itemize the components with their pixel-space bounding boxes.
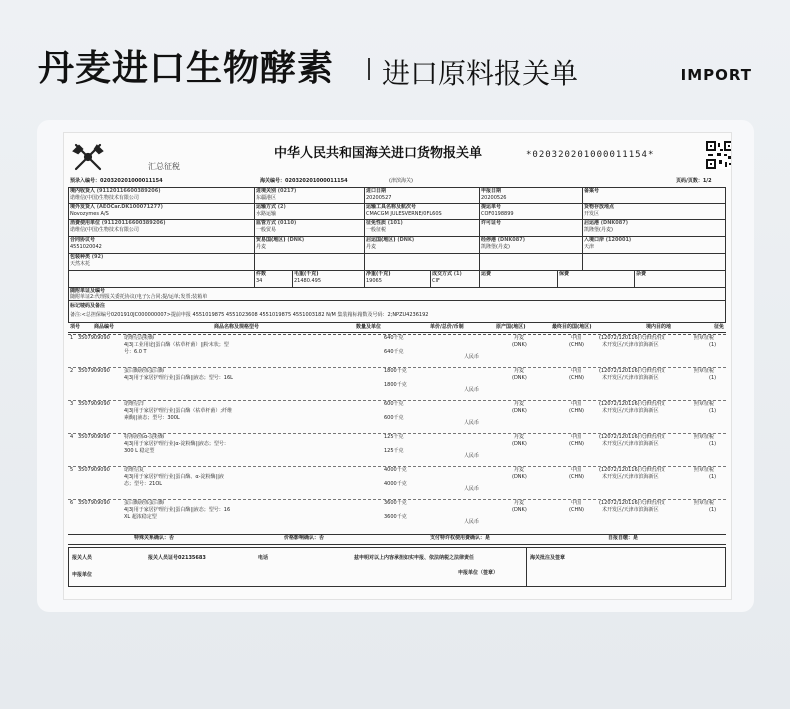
deal-code: (1) xyxy=(453,271,462,277)
item-domestic: (12072/120116)天津经济技 xyxy=(599,401,665,407)
item-name: 蛋白酶液体蛋白酶 xyxy=(124,500,165,506)
item-divider xyxy=(68,433,726,434)
item-qty-legal: 600千克 xyxy=(384,415,404,421)
item-spec-cont: 素酶||液态；型号：300L xyxy=(124,415,180,421)
consignee-label: 境内收货人 xyxy=(70,188,96,194)
vessel-label: 运输工具名称及航次号 xyxy=(366,204,417,210)
item-spec: 4|3|用于家居护理行业|蛋白酶（枯草杆菌）;纤维 xyxy=(124,408,233,414)
item-dest: 中国 xyxy=(571,500,582,506)
item-divider xyxy=(68,499,726,500)
item-spec-cont: 态；型号：21OL xyxy=(124,481,163,487)
declarant-no: 报关人员证号02135683 xyxy=(148,555,206,561)
import-tag: IMPORT xyxy=(680,66,752,84)
item-domestic: (12072/120116)天津经济技 xyxy=(599,467,665,473)
item-dest: 中国 xyxy=(571,335,582,341)
item-domestic-2: 术开发区/天津市滨海新区 xyxy=(602,375,659,381)
user-code: (91120116600389206) xyxy=(101,220,166,226)
item-qty: 125千克 xyxy=(384,434,404,440)
item-qty: 600千克 xyxy=(384,401,404,407)
item-spec-cont: 300 L 稳定型 xyxy=(124,448,155,454)
phone-label: 电话 xyxy=(258,555,269,561)
royalty-confirm: 支付特许权使用费确认：是 xyxy=(430,535,491,541)
record-label: 备案号 xyxy=(584,188,600,194)
item-dest: 中国 xyxy=(571,401,582,407)
col-origin: 原产国(地区) xyxy=(496,324,526,330)
item-levy: 照章征税 xyxy=(694,500,715,506)
item-no: 6 xyxy=(70,500,74,506)
entry-code: (120001) xyxy=(605,237,632,243)
title-divider xyxy=(368,58,370,80)
item-dest: 中国 xyxy=(571,368,582,374)
item-spec: 4|3|用于家居护理行业|蛋白酶||液态；型号：16 xyxy=(124,507,231,513)
item-levy-code: (1) xyxy=(709,375,717,381)
item-domestic-2: 术开发区/天津市滨海新区 xyxy=(602,342,659,348)
gross-label: 毛重(千克) xyxy=(294,271,319,277)
item-qty-legal: 3600千克 xyxy=(384,514,407,520)
freight-label: 运费 xyxy=(481,271,492,277)
item-origin-code: (DNK) xyxy=(512,342,527,348)
item-domestic-2: 术开发区/天津市滨海新区 xyxy=(602,408,659,414)
qr-code-icon xyxy=(706,141,732,169)
item-divider xyxy=(68,466,726,467)
barcode-text: *020320201000011154* xyxy=(526,150,655,160)
origin-name: 丹麦 xyxy=(366,244,377,250)
declare-date: 20200526 xyxy=(481,195,507,201)
item-levy-code: (1) xyxy=(709,342,717,348)
item-qty-legal: 4000千克 xyxy=(384,481,407,487)
item-code: 3507909090 xyxy=(78,335,110,341)
port-code: (DNK087) xyxy=(600,220,628,226)
item-currency: 人民币 xyxy=(464,420,480,426)
user-label: 消费使用单位 xyxy=(70,220,101,226)
trade-country-name: 丹麦 xyxy=(256,244,267,250)
item-divider xyxy=(68,367,726,368)
entry-label: 入境口岸 xyxy=(584,237,605,243)
net-label: 净重(千克) xyxy=(366,271,391,277)
shipper-label: 境外发货人 xyxy=(70,204,96,210)
item-origin-code: (DNK) xyxy=(512,375,527,381)
customs-note-label: 海关批注及签章 xyxy=(530,555,566,561)
statement-text: 兹申明对以上内容承担如实申报、依法纳税之法律责任 xyxy=(354,555,475,561)
item-qty: 1800千克 xyxy=(384,368,407,374)
item-domestic-2: 术开发区/天津市滨海新区 xyxy=(602,507,659,513)
consignee-name: 诺维信(中国)生物技术有限公司 xyxy=(70,195,139,201)
item-dest-code: (CHN) xyxy=(569,474,584,480)
item-levy: 照章征税 xyxy=(694,467,715,473)
docs-label: 随附单证及编号 xyxy=(70,288,106,294)
port-name: 凯隆堡(丹麦) xyxy=(584,227,613,233)
item-qty: 3600千克 xyxy=(384,500,407,506)
item-dest-code: (CHN) xyxy=(569,507,584,513)
entry-port-label: 进境关别 xyxy=(256,188,277,194)
item-code: 3507909090 xyxy=(78,500,110,506)
item-origin-code: (DNK) xyxy=(512,441,527,447)
col-dest: 最终目的国(地区) xyxy=(552,324,592,330)
col-price: 单价/总价/币制 xyxy=(430,324,464,330)
item-levy: 照章征税 xyxy=(694,401,715,407)
trade-country-label: 贸易国(地区) xyxy=(256,237,286,243)
col-qty: 数量及单位 xyxy=(356,324,382,330)
pre-entry-no: 预录入编号：020320201000011154 xyxy=(70,178,163,184)
customs-declaration-document xyxy=(63,132,732,600)
tax-name: 一般征税 xyxy=(366,227,387,233)
customs-no: 海关编号：020320201000011154 xyxy=(260,178,348,184)
deal-name: CIF xyxy=(432,278,440,284)
contract-value: 4551020042 xyxy=(70,244,102,250)
item-levy-code: (1) xyxy=(709,507,717,513)
item-domestic: (12072/120116)天津经济技 xyxy=(599,368,665,374)
item-spec: 4|3|用于家居护理行业|α-淀粉酶||液态；型号： xyxy=(124,441,229,447)
page-subtitle: 进口原料报关单 xyxy=(382,57,579,90)
col-domestic: 境内目的地 xyxy=(646,324,672,330)
item-levy-code: (1) xyxy=(709,474,717,480)
item-name: 特渗液体α-淀粉酶 xyxy=(124,434,165,440)
item-currency: 人民币 xyxy=(464,387,480,393)
item-origin: 丹麦 xyxy=(514,467,525,473)
item-origin: 丹麦 xyxy=(514,335,525,341)
import-date-label: 进口日期 xyxy=(366,188,387,194)
item-currency: 人民币 xyxy=(464,453,480,459)
supervision-label: 监管方式 xyxy=(256,220,277,226)
shipper-code: (AEOCar.DK100071277) xyxy=(96,204,163,210)
item-name: 诺维信洋 xyxy=(124,401,145,407)
item-domestic: (12072/120116)天津经济技 xyxy=(599,434,665,440)
item-dest: 中国 xyxy=(571,467,582,473)
entry-port-code: (0217) xyxy=(277,188,297,194)
shipper-name: Novozymes A/S xyxy=(70,211,109,217)
item-currency: 人民币 xyxy=(464,519,480,525)
origin-code: (DNK) xyxy=(397,237,415,243)
pack-label: 包装种类 xyxy=(70,254,91,260)
item-levy: 照章征税 xyxy=(694,335,715,341)
page-title: 丹麦进口生物酵素 xyxy=(38,48,335,89)
item-no: 5 xyxy=(70,467,74,473)
tax-label: 征免性质 xyxy=(366,220,387,226)
bl-value: COF0198899 xyxy=(481,211,514,217)
trade-country-code: (DNK) xyxy=(287,237,305,243)
license-label: 许可证号 xyxy=(481,220,502,226)
misc-label: 杂费 xyxy=(636,271,647,277)
item-qty: 640千克 xyxy=(384,335,404,341)
col-name: 商品名称及规格型号 xyxy=(214,324,260,330)
item-domestic-2: 术开发区/天津市滨海新区 xyxy=(602,474,659,480)
item-origin: 丹麦 xyxy=(514,401,525,407)
item-no: 3 xyxy=(70,401,74,407)
docs-text: 随附单证2:代理报关委托协议(电子);合同;提/运单;发票;装箱单 xyxy=(70,294,208,300)
via-label: 经停港 xyxy=(481,237,497,243)
item-name: 诺维信复 xyxy=(124,467,145,473)
item-no: 1 xyxy=(70,335,74,341)
port-label: 启运港 xyxy=(584,220,600,226)
item-levy-code: (1) xyxy=(709,408,717,414)
user-name: 诺维信(中国)生物技术有限公司 xyxy=(70,227,139,233)
pieces-label: 件数 xyxy=(256,271,267,277)
supervision-name: 一般贸易 xyxy=(256,227,277,233)
tax-code: (101) xyxy=(387,220,403,226)
item-levy: 照章征税 xyxy=(694,368,715,374)
item-name: 诺维信淀粉酶 xyxy=(124,335,155,341)
contract-label: 合同协议号 xyxy=(70,237,96,243)
item-spec-cont: 号：6.0 T xyxy=(124,349,147,355)
via-code: (DNK087) xyxy=(497,237,525,243)
item-origin-code: (DNK) xyxy=(512,408,527,414)
unit-seal-label: 申报单位（签章） xyxy=(458,570,499,576)
col-levy: 征免 xyxy=(714,324,725,330)
net-value: 19065 xyxy=(366,278,382,284)
insurance-label: 保费 xyxy=(559,271,570,277)
bl-label: 提运单号 xyxy=(481,204,502,210)
item-code: 3507909090 xyxy=(78,401,110,407)
item-dest-code: (CHN) xyxy=(569,408,584,414)
item-origin: 丹麦 xyxy=(514,368,525,374)
price-confirm: 价格影响确认：否 xyxy=(284,535,325,541)
origin-label: 启运国(地区) xyxy=(366,237,396,243)
doc-title: 中华人民共和国海关进口货物报关单 xyxy=(274,146,483,161)
entry-port-name: 东疆港区 xyxy=(256,195,277,201)
storage-label: 货物存放地点 xyxy=(584,204,615,210)
entry-name: 天津 xyxy=(584,244,595,250)
item-divider xyxy=(68,400,726,401)
item-domestic-2: 术开发区/天津市滨海新区 xyxy=(602,441,659,447)
customs-emblem-icon xyxy=(70,141,106,173)
item-no: 2 xyxy=(70,368,74,374)
item-qty-legal: 640千克 xyxy=(384,349,404,355)
transport-label: 运输方式 xyxy=(256,204,277,210)
unit-label: 申报单位 xyxy=(72,572,93,578)
col-code: 商品编号 xyxy=(94,324,115,330)
item-domestic: (12072/120116)天津经济技 xyxy=(599,500,665,506)
remark-label: 标记唛码及备注 xyxy=(70,303,106,309)
item-currency: 人民币 xyxy=(464,354,480,360)
item-dest-code: (CHN) xyxy=(569,441,584,447)
item-qty-legal: 1800千克 xyxy=(384,382,407,388)
item-qty-legal: 125千克 xyxy=(384,448,404,454)
item-spec: 4|3|用于家居护理行业|蛋白酶||液态；型号：16L xyxy=(124,375,233,381)
declarant-label: 报关人员 xyxy=(72,555,93,561)
pieces-value: 34 xyxy=(256,278,263,284)
footer-box xyxy=(68,547,726,587)
item-origin-code: (DNK) xyxy=(512,474,527,480)
item-spec: 4|3|用于家居护理行业|蛋白酶、α-淀粉酶||液 xyxy=(124,474,224,480)
gross-value: 21480.495 xyxy=(294,278,322,284)
item-spec: 4|3|工业用途|蛋白酶（枯草杆菌）||粉末状；型 xyxy=(124,342,229,348)
declare-date-label: 申报日期 xyxy=(481,188,502,194)
item-levy: 照章征税 xyxy=(694,434,715,440)
transport-code: (2) xyxy=(277,204,286,210)
stamp-text: 汇总征税 xyxy=(148,162,180,171)
self-confirm: 自报自缴：是 xyxy=(608,535,639,541)
via-name: 凯隆堡(丹麦) xyxy=(481,244,510,250)
item-spec-cont: XL 超浓稳定型 xyxy=(124,514,157,520)
item-origin: 丹麦 xyxy=(514,500,525,506)
page-number: 页码/页数：1/2 xyxy=(676,178,712,184)
item-dest-code: (CHN) xyxy=(569,375,584,381)
item-dest-code: (CHN) xyxy=(569,342,584,348)
item-code: 3507909090 xyxy=(78,434,110,440)
item-no: 4 xyxy=(70,434,74,440)
item-dest: 中国 xyxy=(571,434,582,440)
item-origin: 丹麦 xyxy=(514,434,525,440)
item-name: 蛋白酶液体蛋白酶 xyxy=(124,368,165,374)
vessel-value: CMACGM JULESVERNE/0FL60S xyxy=(366,211,442,217)
col-no: 项号 xyxy=(70,324,81,330)
item-origin-code: (DNK) xyxy=(512,507,527,513)
storage-value: 开发区 xyxy=(584,211,600,217)
customs-office: (津滨海关) xyxy=(389,178,413,184)
pack-name: 天然木托 xyxy=(70,261,91,267)
remark-text: 备注:<总担保编号0201910JC000000007>提前申报 4551019875 4551023608 4551019875 4551003182 N/M 集装箱标箱数及号码：2;NPZU4236192 xyxy=(70,312,429,318)
import-date: 20200527 xyxy=(366,195,392,201)
item-code: 3507909090 xyxy=(78,467,110,473)
transport-name: 水路运输 xyxy=(256,211,277,217)
supervision-code: (0110) xyxy=(277,220,297,226)
item-levy-code: (1) xyxy=(709,441,717,447)
deal-label: 成交方式 xyxy=(432,271,453,277)
consignee-code: (91120116600389206) xyxy=(96,188,161,194)
item-domestic: (12072/120116)天津经济技 xyxy=(599,335,665,341)
special-confirm: 特殊关系确认：否 xyxy=(134,535,175,541)
item-code: 3507909090 xyxy=(78,368,110,374)
item-currency: 人民币 xyxy=(464,486,480,492)
pack-code: (92) xyxy=(91,254,104,260)
item-qty: 4000千克 xyxy=(384,467,407,473)
